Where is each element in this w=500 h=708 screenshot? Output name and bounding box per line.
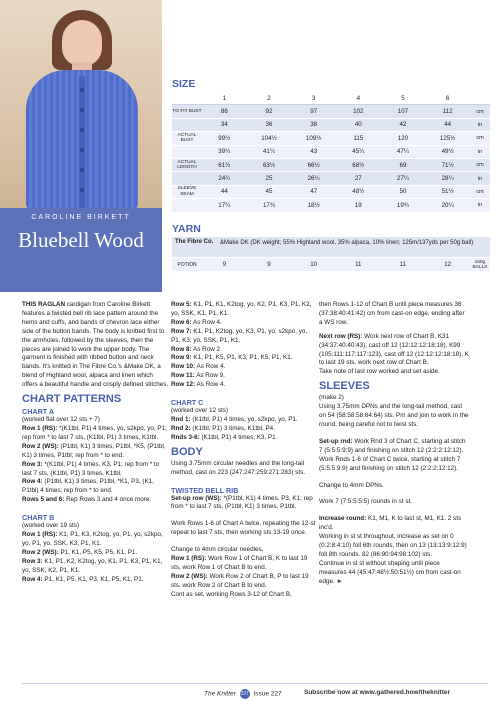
size-corner (172, 92, 202, 105)
size-row (172, 158, 490, 171)
row-label: Row 3: (22, 557, 43, 565)
row-text: K1, P1, K5, P1, K3, P1, K5, P1, K1. (191, 354, 293, 362)
instruction-row (22, 558, 169, 576)
size-value: 20¼ (425, 199, 470, 212)
row-label: Row 2 (WS): (22, 442, 59, 450)
work-st-st-text: Work 7 (7:5:5:5:5) rounds in st st. (319, 498, 412, 506)
size-value: 44 (425, 118, 470, 131)
size-unit: in (470, 118, 490, 131)
row-text: (P1tbl, K1) 3 times, P1tbl, *K5, (P1tbl, K1) 3 times, P1tbl; rep from * to end. (22, 442, 166, 459)
size-unit: cm (470, 105, 490, 118)
row-text: K1, P1, K3, K2tog, yo, P1, yo, s2kpo, yo, P1, yo, SSK, K3, P1, K1. (22, 531, 163, 547)
chart-b-note: (worked over 19 sts) (22, 522, 80, 530)
yarn-brand: The Fibre Co. (175, 239, 214, 245)
potion-unit: x50g BALLS (470, 258, 490, 271)
row-text: Work Row 1 of Chart B, K to last 19 sts, work Row 1 of Chart B to end. (171, 555, 308, 571)
size-value: 17¾ (247, 199, 292, 212)
size-value: 97 (291, 105, 336, 118)
size-value: 102 (336, 105, 381, 118)
size-unit: cm (470, 132, 490, 145)
row-text: As Row 4. (195, 363, 226, 371)
size-value: 115 (336, 132, 381, 145)
row-label: Row 1 (RS): (22, 531, 58, 539)
size-value: 39¼ (202, 145, 247, 158)
instruction-row (171, 301, 316, 319)
row-label: Rows 5 and 6: (22, 496, 65, 504)
instruction-row (171, 372, 316, 381)
size-row-label (172, 199, 202, 212)
change-rows (171, 555, 316, 591)
size-value: 24¼ (202, 172, 247, 185)
size-table (172, 92, 490, 213)
instruction-row (171, 416, 316, 425)
sleeves-heading: SLEEVES (319, 380, 370, 393)
row-label: Rnd 1: (171, 415, 191, 423)
size-value: 38 (291, 118, 336, 131)
row-text: As Row 2. (191, 345, 222, 353)
row-label: Row 6: (171, 318, 192, 326)
next-row-instruction: Next row (RS): Work next row of Chart B, K31 (34:37:40:40:43), cast off 12 (12:12:12:18:18), K99 (105:111:117:117:123), cast off 12 (12:12:12:18:18), K to last 19 sts, work next row of Chart B. (319, 332, 469, 367)
row-text: K1, P1, K1, K2tog, yo, K2, P1, K3, P1, K2, yo, SSK, K1, P1, K1. (171, 301, 312, 317)
instruction-row (171, 573, 316, 591)
size-value: 66½ (291, 158, 336, 171)
size-row (172, 105, 490, 118)
size-value: 40 (336, 118, 381, 131)
size-value: 42 (381, 118, 426, 131)
instruction-row (171, 555, 316, 573)
sleeves-note: (make 2) (319, 394, 344, 402)
yarn-description: &Make DK (DK weight; 55% Highland wool, 35% alpaca, 10% linen; 125m/137yds per 50g ball) (220, 240, 474, 246)
instruction-row (22, 425, 169, 443)
size-row-label (172, 172, 202, 185)
chart-patterns-heading: CHART PATTERNS (22, 393, 122, 406)
change-dpns-text: Change to 4mm DPNs. (319, 481, 384, 489)
size-value: 99½ (202, 132, 247, 145)
instruction-row (22, 478, 169, 496)
pattern-title: Bluebell Wood (18, 228, 144, 252)
size-value: 26¼ (291, 172, 336, 185)
size-row (172, 199, 490, 212)
change-needles-text: Change to 4mm circular needles. (171, 546, 264, 554)
size-value: 50 (381, 185, 426, 198)
size-value: 45 (247, 185, 292, 198)
size-number: 3 (291, 92, 336, 105)
size-unit-blank (470, 92, 490, 105)
instruction-row (22, 496, 169, 505)
instruction-row (171, 328, 316, 346)
size-value: 107 (381, 105, 426, 118)
designer-name: CAROLINE BIRKETT (31, 214, 131, 221)
instruction-row (22, 461, 169, 479)
row-text: As Row 9. (194, 372, 225, 380)
size-number: 2 (247, 92, 292, 105)
size-value: 109½ (291, 132, 336, 145)
chart-c-rows (171, 416, 316, 443)
size-row-label: ACTUAL LENGTH (172, 158, 202, 171)
row-label: Row 4: (22, 478, 43, 486)
chart-a-note: (worked flat over 12 sts + 7) (22, 416, 100, 424)
chart-c-note: (worked over 12 sts) (171, 407, 229, 415)
yarn-quantity-table (172, 258, 490, 271)
size-row (172, 132, 490, 145)
intro-paragraph: THIS RAGLAN cardigan from Caroline Birkett features a twisted bell rib lace pattern around the hems and cuffs, and bands of chevron lace either side of the button bands. The body is knitted first to the armholes, followed by the sleeves, then the pieces are joined to work the upper body. The garment is finished with ribbed button and neck bands. It's knitted in The Fibre Co.'s &Make DK, a blend of Highland wool, alpaca and linen which offers a beautiful handle and crisply defined stitches. (22, 301, 169, 389)
row-label: Row 8: (171, 345, 192, 353)
row-text: Rep Rows 3 and 4 once more. (64, 496, 152, 504)
row-text: (K1tbl, P1) 3 times, K1tbl, P4. (190, 424, 275, 432)
chart-b-rows-continued (171, 301, 316, 390)
size-value: 86 (202, 105, 247, 118)
size-number: 6 (425, 92, 470, 105)
size-value: 27¼ (381, 172, 426, 185)
potion-value: 11 (381, 258, 426, 271)
sleeves-text: Using 3.75mm DPNs and the long-tail method, cast on 54 (58:58:58:64:64) sts. Pm and join to work in the round, being careful not to twist sts. (319, 403, 469, 428)
row-label: Row 4: (22, 575, 43, 583)
size-value: 71½ (425, 158, 470, 171)
twisted-bell-rib-heading: TWISTED BELL RIB (171, 485, 239, 495)
size-value: 43 (291, 145, 336, 158)
chart-a-heading: CHART A (22, 407, 55, 417)
column-2 (171, 301, 316, 600)
size-value: 25 (247, 172, 292, 185)
size-value: 125½ (425, 132, 470, 145)
row-label: Row 9: (171, 354, 192, 362)
size-value: 63½ (247, 158, 292, 171)
size-row (172, 145, 490, 158)
row-label: Row 10: (171, 363, 196, 371)
row-text: Work Row 2 of Chart B, P to last 19 sts, work Row 2 of Chart B to end. (171, 572, 309, 589)
row-label: Row 2 (WS): (22, 548, 59, 556)
row-text: (K1tbl, P1) 4 times, K3, P1. (199, 433, 278, 441)
size-number: 4 (336, 92, 381, 105)
page-number-badge: 227 (240, 691, 249, 697)
instruction-row (22, 549, 169, 558)
size-row-label (172, 145, 202, 158)
instruction-row (171, 346, 316, 355)
potion-value: 12 (425, 258, 470, 271)
instruction-row (171, 434, 316, 443)
row-text: *(K1tbl, P1) 4 times, K3, P1; rep from * to last 7 sts, (K1tbl, P1) 3 times, K1tbl. (22, 460, 160, 477)
size-value: 17¼ (202, 199, 247, 212)
row-label: Row 7: (171, 327, 192, 335)
size-unit: in (470, 172, 490, 185)
size-value: 27 (336, 172, 381, 185)
size-value: 48½ (336, 185, 381, 198)
chart-a-rows (22, 425, 169, 505)
row-text: As Row 4. (195, 381, 226, 389)
continue-text-2: then Rows 1-12 of Chart B until piece measures 36 (37:38:40:41:42) cm from cast-on edge, ending after a WS row. (319, 301, 465, 326)
size-value: 19 (336, 199, 381, 212)
row-label: Row 3: (22, 460, 43, 468)
instruction-row (171, 381, 316, 390)
row-label: Row 2 (WS): (171, 572, 208, 580)
footer-magazine: The Knitter 227 Issue 227 (204, 690, 282, 698)
size-row-label: TO FIT BUST (172, 105, 202, 118)
size-value: 28¼ (425, 172, 470, 185)
row-label: Row 12: (171, 381, 196, 389)
size-number: 5 (381, 92, 426, 105)
instruction-row (171, 363, 316, 372)
footer-subscribe-link[interactable]: Subscribe now at www.gathered.how/theknitter (304, 689, 451, 696)
continued-arrow-icon: ► (336, 577, 343, 585)
row-label: Row 1 (RS): (171, 555, 207, 563)
continue-text: Cont as set, working Rows 3-12 of Chart B, (171, 590, 292, 598)
twisted-text: Work Rows 1-6 of Chart A twice, repeating the 12-st repeat to last 7 sts, then working sts 13-19 once. (171, 520, 316, 537)
row-text: *(K1tbl, P1) 4 times, yo, s2kpo, yo, P1; rep from * to last 7 sts, (K1tbl, P1) 3 times, K1tbl. (22, 424, 167, 441)
twisted-bell-rib-rows (171, 495, 316, 513)
row-text: K1, P1, K2tog, yo, K3, P1, yo, s2kpo, yo, P1, K3, yo, SSK, P1, K1. (171, 327, 308, 344)
size-value: 47¼ (381, 145, 426, 158)
model-photo (0, 0, 162, 208)
row-label: Set-up row (WS): (171, 494, 222, 502)
column-3 (319, 301, 469, 587)
increase-round-instruction: Increase round: K1, M1, K to last st, M1, K1. 2 sts inc'd. (319, 515, 462, 532)
size-value: 69 (381, 158, 426, 171)
size-unit: in (470, 199, 490, 212)
instruction-row (22, 576, 169, 585)
instruction-row (22, 443, 169, 461)
row-label: Row 1 (RS): (22, 424, 58, 432)
size-value: 47 (291, 185, 336, 198)
size-value: 41¼ (247, 145, 292, 158)
row-text: As Row 4. (191, 318, 222, 326)
row-text: *(P1tbl, K1) 4 times, P3, K1; rep from * to last 7 sts, (P1tbl, K1) 3 times, P1tbl. (171, 494, 313, 511)
row-label: Row 11: (171, 372, 195, 380)
row-text: (K1tbl, P1) 4 times, yo, s2kpo, yo, P1. (190, 415, 298, 423)
size-row (172, 118, 490, 131)
row-label: Row 5: (171, 301, 192, 308)
instruction-row (171, 425, 316, 434)
size-unit: in (470, 145, 490, 158)
instruction-row (22, 531, 169, 549)
chart-c-heading: CHART C (171, 398, 204, 408)
row-text: (P1tbl, K1) 3 times, P1tbl, *K1, P3, (K1, P1tbl) 4 times; rep from * to end. (22, 478, 154, 495)
footer-rule (22, 683, 488, 684)
row-label: Rnds 3-6: (171, 433, 200, 441)
size-value: 92 (247, 105, 292, 118)
instruction-row (171, 495, 316, 513)
continue-st-st-text: Continue in st st without shaping until piece measures 44 (45:47:48½:50:51½) cm from cast-on edge. ► (319, 559, 461, 585)
body-heading: BODY (171, 445, 203, 458)
rounds-text: Work Rnds 1-6 of Chart C twice, starting at stitch 7 (5:5:5:9:9) and finishing on stitch 12 (2:2:2:12:12). (319, 455, 461, 472)
column-1 (22, 301, 169, 584)
size-value: 49½ (425, 145, 470, 158)
size-row-label: ACTUAL BUST (172, 132, 202, 145)
size-number: 1 (202, 92, 247, 105)
instruction-row (171, 354, 316, 363)
size-value: 44 (202, 185, 247, 198)
working-text: Working in st st throughout, increase as set on 0 (0:2:8:4:10) foll 6th rounds, then on 13 (13:13:9:12:9) foll 8th rounds. 82 (86:90:94:98:102) sts. (319, 533, 467, 558)
body-text: Using 3.75mm circular needles and the long-tail method, cast on 223 (247:247:259:271:283) sts. (171, 459, 306, 476)
take-note-text: Take note of last row worked and set aside. (319, 368, 440, 376)
yarn-heading: YARN (172, 223, 201, 235)
potion-value: 9 (247, 258, 292, 271)
size-heading: SIZE (172, 78, 196, 90)
row-text: P1, K1, P5, K1, P3, K1, P5, K1, P1. (42, 575, 144, 583)
size-value: 68½ (336, 158, 381, 171)
size-row-label (172, 118, 202, 131)
size-value: 34 (202, 118, 247, 131)
instruction-row (171, 319, 316, 328)
size-row-label: SLEEVE SEAM (172, 185, 202, 198)
potion-label: POTION (172, 258, 202, 271)
size-row (172, 172, 490, 185)
size-value: 61½ (202, 158, 247, 171)
potion-value: 10 (291, 258, 336, 271)
size-value: 51½ (425, 185, 470, 198)
chart-b-heading: CHART B (22, 513, 55, 523)
size-value: 18½ (291, 199, 336, 212)
size-value: 120 (381, 132, 426, 145)
size-value: 45¼ (336, 145, 381, 158)
row-text: K1, P1, K2, K2tog, yo, K1, P1, K3, P1, K1, yo, SSK, K2, P1, K1. (22, 557, 163, 574)
setup-round-instruction: Set-up rnd: Work Rnd 3 of Chart C, starting at stitch 7 (5:5:5:9:9) and finishing on stitch 12 (2:2:2:12:12). (319, 437, 466, 454)
size-value: 19¾ (381, 199, 426, 212)
size-unit: cm (470, 158, 490, 171)
size-row (172, 185, 490, 198)
size-value: 36 (247, 118, 292, 131)
potion-value: 9 (202, 258, 247, 271)
chart-b-rows (22, 531, 169, 584)
row-text: P1, K1, P5, K5, P5, K1, P1. (58, 548, 138, 556)
row-label: Rnd 2: (171, 424, 191, 432)
size-value: 104½ (247, 132, 292, 145)
potion-value: 11 (336, 258, 381, 271)
size-unit: cm (470, 185, 490, 198)
size-value: 112 (425, 105, 470, 118)
